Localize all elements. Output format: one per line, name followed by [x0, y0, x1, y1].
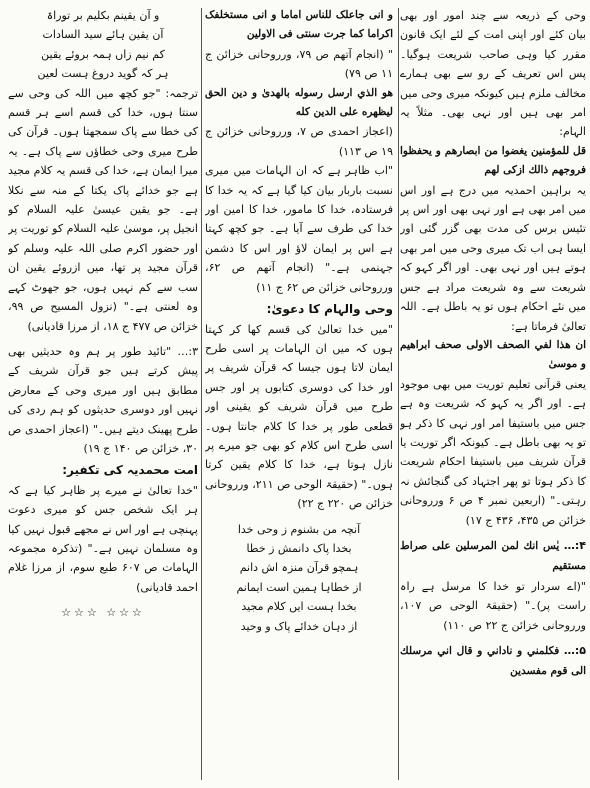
arabic-quote: و انی جاعلک للناس اماما و انی مستخلفک اکراما کما جرت سنتی فی الاولین: [205, 9, 393, 41]
item-number: ۵:…: [563, 644, 586, 657]
column-divider: [201, 8, 202, 780]
section-heading: امت محمدیہ کی تکفیر:: [62, 463, 198, 478]
paragraph: "خدا تعالیٰ نے میرے پر ظاہر کیا ہے کہ ہر ایک شخص جس کو میری دعوت پہنچی ہے اور اس نے مجھے قبول نہیں کیا وہ مسلمان نہیں ہے۔" (تذکرہ مجموعہ الہامات ص ۶۰۷ طبع سوم، از مرزا غلام احمد قادیانی): [8, 483, 198, 594]
verse-line: از دہان خدائے پاک و وحید: [240, 619, 358, 633]
stars-separator: ☆☆☆ ☆☆☆: [61, 606, 145, 620]
section-heading: وحی والہام کا دعویٰ:: [266, 302, 393, 317]
verse-line: کم نیم زاں ہمہ بروئے یقین: [41, 47, 165, 61]
citation: " (انجام آتھم ص ۷۹، ورروحانی خزائن ج ۱۱ ص ۷۹): [205, 47, 393, 81]
column-right: [400, 6, 586, 782]
verse-line: بخدا پاک دانمش ز خطا: [246, 541, 352, 555]
column-middle: [205, 6, 393, 782]
arabic-quote: يٰس انك لمن المرسلين على صراط مستقيم: [400, 539, 586, 573]
paragraph: ۳:… "تائید طور پر ہم وہ حدیثیں بھی پیش کرتے ہیں جو قرآن شریف کے مطابق ہیں اور میری وحی کے معارض نہیں اور دوسری حدیثوں کو ہم ردی کی طرح پھینک دیتے ہیں۔" (اعجاز احمدی ص ۳۰، خزائن ص ۱۴۰ ج ۱۹): [8, 344, 198, 455]
verse-line: آنچہ من بشنوم ز وحی خدا: [237, 522, 361, 536]
paragraph: یعنی قرآنی تعلیم توریت میں بھی موجود ہے۔ اور اگر یہ کہو کہ شریعت وہ ہے جس میں باستیفا امر اور نہی کا ذکر ہو تو یہ بھی باطل ہے۔ کیونکہ اگر توریت یا قرآن شریف میں باستیفا احکام شریعت کا ذکر ہوتا تو پھر اجتہاد کی گنجائش نہ رہتی۔" (اربعین نمبر ۴ ص ۶ ورروحانی خزائن ص ۴۳۵، ۴۳۶ ج ۱۷): [400, 377, 586, 527]
arabic-quote: ان هذا لفي الصحف الاولى صحف ابراهيم و موسىٰ: [400, 338, 586, 371]
paragraph: یہ براہین احمدیہ میں درج ہے اور اس میں امر بھی ہے اور نہی بھی اور اس پر تئیس برس کی مدت بھی گزر گئی اور ایسا ہی اب تک میری وحی میں امر بھی ہوتے ہیں اور نہی بھی۔ اور اگر کہو کہ شریعت سے وہ شریعت مراد ہے جس میں نئے احکام ہوں تو یہ باطل ہے۔ اللہ تعالیٰ فرماتا ہے:: [400, 183, 586, 333]
verse-line: آن یقین ہائے سید السادات: [42, 28, 164, 42]
arabic-quote: هو الذي ارسل رسوله بالهدىٰ و دين الحق ليظهره على الدين كله: [205, 86, 393, 119]
verse-line: و آن یقینم بکلیم بر توراۃ: [46, 9, 160, 22]
column-left: [8, 6, 198, 782]
citation: (اعجاز احمدی ص ۷، ورروحانی خزائن ج ۱۹ ص ۱۱۳): [205, 125, 393, 158]
paragraph: "(اے سردار تو خدا کا مرسل ہے راہ راست پر)۔" (حقیقۃ الوحی ص ۱۰۷، ورروحانی خزائن ج ۲۲ ص ۱۱۰): [400, 579, 586, 632]
paragraph: "میں خدا تعالیٰ کی قسم کھا کر کہتا ہوں کہ میں ان الہامات پر اسی طرح ایمان لاتا ہوں جیسا کہ قرآن شریف پر اور خدا کی دوسری کتابوں پر اور جس طرح میں قرآن شریف کو یقینی اور قطعی طور پر خدا کا کلام جانتا ہوں۔ اسی طرح اس کلام کو بھی جو میرے پر نازل ہوتا ہے، خدا کا کلام یقین کرتا ہوں۔" (حقیقۃ الوحی ص ۲۱۱، ورروحانی خزائن ص ۲۲۰ ج ۲۲): [205, 322, 393, 511]
item-number: ۴:…: [563, 538, 586, 552]
paragraph: وحی کے ذریعہ سے چند امور اور بھی بیان کئے اور اپنی امت کے لئے ایک قانون مقرر کیا وہی صاحب شریعت ہوگیا۔ پس اس تعریف کے رو سے بھی ہمارے مخالف ملزم ہیں کیونکہ میری وحی میں امر بھی ہیں اور نہی بھی۔ مثلاً یہ الہام:: [400, 9, 586, 139]
verse-line: ہمچو قرآن منزہ اش دانم: [239, 561, 359, 575]
arabic-quote: قل للمؤمنين يغضوا من ابصارهم و يحفظوا فروجهم ذالك ازكى لهم: [400, 144, 586, 177]
paragraph: ترجمہ: "جو کچھ میں اللہ کی وحی سے سنتا ہوں، خدا کی قسم اسے ہر قسم کی خطا سے پاک سمجھتا ہوں۔ قرآن کی طرح میری وحی خطاؤں سے پاک ہے۔ یہ میرا ایمان ہے، خدا کی قسم یہ کلام مجید ہے جو خدائے پاک یکتا کے منہ سے نکلا ہے۔ جو یقین عیسیٰ علیہ السلام کو انجیل پر، موسیٰ علیہ السلام کو توریت پر اور حضور اکرم صلی اللہ علیہ وسلم کو قرآن مجید پر تھا، میں ازروئے یقین ان سب سے کم نہیں ہوں، جو جھوٹ کہے وہ لعنتی ہے۔" (نزول المسیح ص ۹۹، خزائن ص ۴۷۷ ج ۱۸، از مرزا قادیانی): [8, 86, 198, 333]
paragraph: "اب ظاہر ہے کہ ان الہامات میں میری نسبت باربار بیان کیا گیا ہے کہ یہ خدا کا فرستادہ، خدا کا مامور، خدا کا امین اور خدا کی طرف سے آیا ہے۔ جو کچھ کہتا ہے اس پر ایمان لاؤ اور اس کا دشمن جہنمی ہے۔" (انجام آتھم ص ۶۲، ورروحانی خزائن ص ۶۲ ج ۱۱): [205, 164, 393, 294]
verse-line: از خطاہا ہمین است ایمانم: [236, 580, 362, 594]
arabic-quote: فكلمني و ناداني و قال اني مرسلك الى قوم مفسدين: [400, 645, 586, 678]
verse-line: ہر کہ گوید دروغ ہست لعین: [37, 67, 169, 81]
verse-line: بخدا ہست ایں کلام مجید: [241, 600, 357, 614]
column-divider: [398, 8, 399, 780]
